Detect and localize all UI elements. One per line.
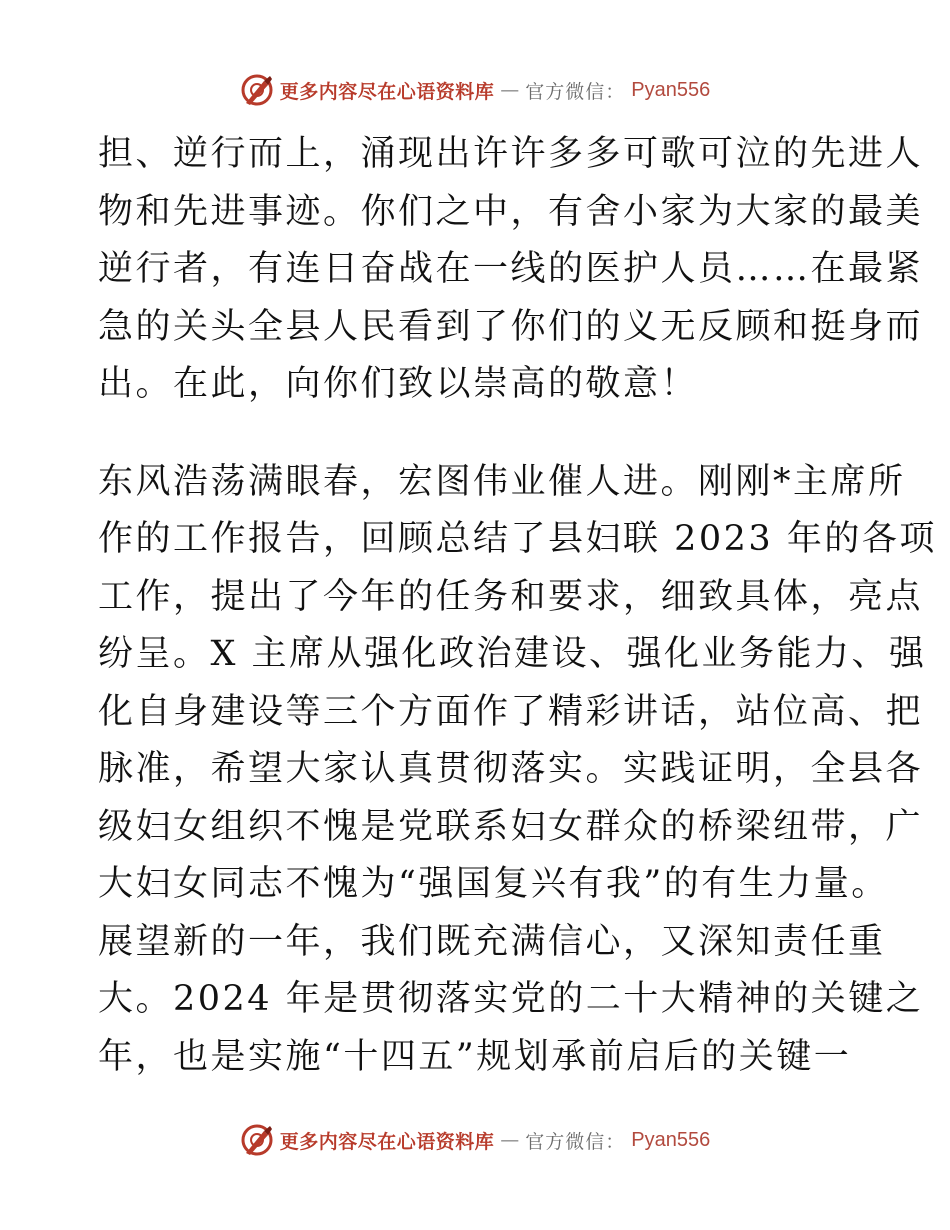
watermark-brand-text: 更多内容尽在心语资料库 <box>279 1130 495 1153</box>
header-watermark <box>0 70 950 110</box>
text-line: 大。2024 年是贯彻落实党的二十大精神的关键之 <box>98 979 924 1019</box>
text-line: 作的工作报告，回顾总结了县妇联 2023 年的各项 <box>98 519 937 559</box>
paragraph-1 <box>98 126 924 414</box>
text-line: 东风浩荡满眼春，宏图伟业催人进。刚刚*主席所 <box>98 461 906 502</box>
pen-logo-icon <box>240 1123 274 1157</box>
text-line: 工作，提出了今年的任务和要求，细致具体，亮点 <box>98 576 924 617</box>
paragraph-2 <box>98 454 937 1087</box>
text-line: 纷呈。X 主席从强化政治建设、强化业务能力、强 <box>98 634 927 674</box>
watermark-brand-text: 更多内容尽在心语资料库 <box>279 80 495 103</box>
watermark-wechat-id: Pyan556 <box>631 1128 711 1151</box>
text-line: 担、逆行而上，涌现出许许多多可歌可泣的先进人 <box>98 134 924 174</box>
text-line: 出。在此，向你们致以崇高的敬意！ <box>98 364 699 404</box>
watermark-official-label: 官方微信： <box>525 80 626 103</box>
document-body <box>98 126 937 1086</box>
text-line: 逆行者，有连日奋战在一线的医护人员……在最紧 <box>98 249 924 289</box>
watermark-wechat-id: Pyan556 <box>631 78 711 101</box>
watermark-official-label: 官方微信： <box>525 1130 626 1153</box>
text-line: 年，也是实施“十四五”规划承前启后的关键一 <box>98 1036 852 1077</box>
pen-logo-icon <box>240 73 274 107</box>
text-line: 展望新的一年，我们既充满信心，又深知责任重 <box>98 921 886 962</box>
text-line: 脉准，希望大家认真贯彻落实。实践证明，全县各 <box>98 749 924 789</box>
watermark-dash: — <box>500 1129 520 1151</box>
watermark-dash: — <box>500 79 520 101</box>
text-line: 化自身建设等三个方面作了精彩讲话，站位高、把 <box>98 691 924 732</box>
paragraph-gap <box>98 414 858 454</box>
footer-watermark <box>0 1120 950 1160</box>
text-line: 级妇女组织不愧是党联系妇女群众的桥梁纽带，广 <box>98 806 924 847</box>
text-line: 大妇女同志不愧为“强国复兴有我”的有生力量。 <box>98 864 889 904</box>
text-line: 物和先进事迹。你们之中，有舍小家为大家的最美 <box>98 191 924 232</box>
text-line: 急的关头全县人民看到了你们的义无反顾和挺身而 <box>98 306 924 347</box>
